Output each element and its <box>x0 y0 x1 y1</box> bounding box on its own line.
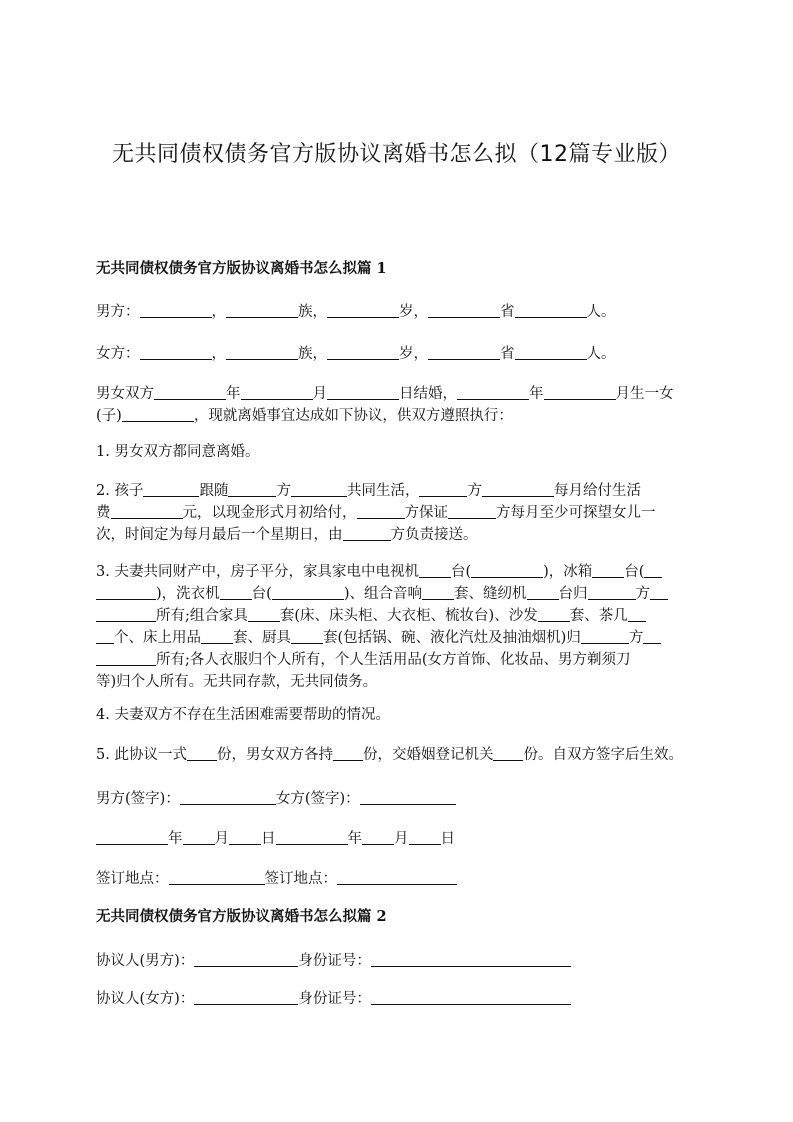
blank <box>544 385 616 400</box>
text: 所有;各人衣服归个人所有，个人生活用品(女方首饰、化妆品、男方剃须刀 <box>156 652 631 668</box>
item-4: 4. 夫妻双方不存在生活困难需要帮助的情况。 <box>96 707 390 723</box>
blank <box>628 607 646 622</box>
party-female-line <box>96 989 571 1009</box>
text: )、组合音响 <box>343 586 423 602</box>
date-line <box>96 829 455 849</box>
blank <box>169 870 265 885</box>
blank <box>527 585 559 600</box>
blank <box>482 482 554 497</box>
text: )，冰箱 <box>543 564 593 580</box>
page-title: 无共同债权债务官方版协议离婚书怎么拟（12篇专业版） <box>112 142 681 167</box>
blank <box>96 651 156 666</box>
text: 每月给付生活 <box>553 483 641 499</box>
label: 女方： <box>96 346 140 362</box>
text: 方保证 <box>404 505 448 521</box>
blank <box>248 607 280 622</box>
text: 签订地点： <box>96 871 169 887</box>
blank <box>229 830 261 845</box>
blank <box>228 482 276 497</box>
blank <box>419 482 467 497</box>
blank <box>111 504 183 519</box>
blank <box>471 563 543 578</box>
blank <box>140 345 212 360</box>
text: (子) <box>96 408 122 424</box>
text: 次，时间定为每月最后一个星期日，由 <box>96 527 343 543</box>
text: )，洗衣机 <box>156 586 220 602</box>
text: 费 <box>96 505 111 521</box>
label: 省 <box>500 346 515 362</box>
text: 男方(签字)： <box>96 791 180 807</box>
item-5 <box>96 745 683 765</box>
text: 台( <box>251 586 272 602</box>
text: 份。自双方签字后生效。 <box>523 747 683 763</box>
text: 方 <box>635 586 651 602</box>
text: 共同生活， <box>346 483 420 499</box>
text: 份，交婚姻登记机关 <box>362 747 494 763</box>
blank <box>493 746 523 761</box>
signature-line <box>96 789 456 809</box>
label: 岁， <box>399 346 428 362</box>
text: 元，以现金形式月初给付， <box>182 505 357 521</box>
marriage-paragraph <box>96 383 698 427</box>
blank <box>343 526 391 541</box>
blank <box>226 303 298 318</box>
text: 套(床、床头柜、大衣柜、梳妆台)、沙发 <box>279 608 538 624</box>
label: 族， <box>298 304 327 320</box>
text: 协议人(男方)： <box>96 953 195 969</box>
blank <box>419 563 451 578</box>
item-2 <box>96 480 698 546</box>
text: 所有;组合家具 <box>156 608 248 624</box>
blank <box>96 830 168 845</box>
text: 跟随 <box>199 483 229 499</box>
blank <box>194 990 298 1005</box>
label: 人。 <box>586 346 616 362</box>
party-male-line <box>96 951 571 971</box>
blank <box>592 563 624 578</box>
text: 台( <box>624 564 645 580</box>
blank <box>371 952 571 967</box>
blank <box>187 746 217 761</box>
text: 3. 夫妻共同财产中，房子平分，家具家电中电视机 <box>96 564 419 580</box>
text: 日 <box>261 831 276 847</box>
blank <box>357 504 405 519</box>
blank <box>96 585 156 600</box>
text: 年 <box>529 386 544 402</box>
text: 个、床上用品 <box>114 630 201 646</box>
blank <box>272 585 344 600</box>
text: 套、厨具 <box>233 630 291 646</box>
blank <box>220 585 252 600</box>
text: 5. 此协议一式 <box>96 747 187 763</box>
text: 女方(签字)： <box>275 791 360 807</box>
female-signature-blank[interactable] <box>360 790 456 805</box>
male-signature-blank[interactable] <box>180 790 276 805</box>
text: 月生一女 <box>615 386 674 402</box>
text: 方 <box>628 630 644 646</box>
text: 年 <box>347 831 362 847</box>
blank <box>154 385 226 400</box>
label: ， <box>211 346 226 362</box>
blank <box>588 585 636 600</box>
female-info-line <box>96 344 616 364</box>
blank <box>96 629 114 644</box>
blank <box>276 830 348 845</box>
blank <box>650 585 668 600</box>
label: 族， <box>298 346 327 362</box>
label: ， <box>211 304 226 320</box>
text: 年 <box>168 831 183 847</box>
blank <box>362 830 394 845</box>
text: 日 <box>440 831 455 847</box>
text: 等)归个人所有。无共同存款，无共同债务。 <box>96 674 378 690</box>
blank <box>333 746 363 761</box>
label: 人。 <box>586 304 616 320</box>
blank <box>241 385 313 400</box>
text: 份，男女双方各持 <box>216 747 333 763</box>
text: 方负责接送。 <box>390 527 478 543</box>
section-2-heading: 无共同债权债务官方版协议离婚书怎么拟篇 2 <box>96 908 387 925</box>
text: 年 <box>226 386 241 402</box>
blank <box>515 345 587 360</box>
text: 台归 <box>558 586 588 602</box>
label: 省 <box>500 304 515 320</box>
blank <box>581 629 629 644</box>
text: 方 <box>276 483 291 499</box>
blank <box>538 607 570 622</box>
text: 方 <box>467 483 482 499</box>
label: 岁， <box>399 304 428 320</box>
text: 日结婚， <box>399 386 457 402</box>
blank <box>201 629 233 644</box>
blank <box>96 607 156 622</box>
text: 月 <box>214 831 229 847</box>
blank <box>327 345 399 360</box>
blank <box>457 385 529 400</box>
blank <box>291 482 347 497</box>
section-1-heading: 无共同债权债务官方版协议离婚书怎么拟篇 1 <box>96 260 387 277</box>
blank <box>226 345 298 360</box>
blank <box>291 629 323 644</box>
text: 台( <box>450 564 472 580</box>
label: 男方： <box>96 304 140 320</box>
text: 签订地点： <box>264 871 337 887</box>
text: 方每月至少可探望女儿一 <box>496 505 656 521</box>
blank <box>428 303 500 318</box>
blank <box>337 870 457 885</box>
blank <box>194 952 298 967</box>
blank <box>644 563 662 578</box>
text: 协议人(女方)： <box>96 991 195 1007</box>
blank <box>327 385 399 400</box>
blank <box>183 830 215 845</box>
place-line <box>96 869 457 889</box>
blank <box>143 482 199 497</box>
blank <box>448 504 496 519</box>
blank <box>371 990 571 1005</box>
text: 2. 孩子 <box>96 483 144 499</box>
blank <box>643 629 661 644</box>
text: 身份证号： <box>298 991 371 1007</box>
text: 套、缝纫机 <box>454 586 527 602</box>
text: 套、茶几 <box>569 608 628 624</box>
blank <box>327 303 399 318</box>
blank <box>515 303 587 318</box>
blank <box>140 303 212 318</box>
blank <box>409 830 441 845</box>
blank <box>422 585 454 600</box>
text: 男女双方 <box>96 386 154 402</box>
male-info-line <box>96 302 616 322</box>
text: 套(包括锅、碗、液化汽灶及抽油烟机)归 <box>323 630 581 646</box>
text: 身份证号： <box>298 953 371 969</box>
blank <box>428 345 500 360</box>
item-3 <box>96 561 698 693</box>
text: 月 <box>394 831 409 847</box>
item-1: 1. 男女双方都同意离婚。 <box>96 444 260 460</box>
text: 月 <box>312 386 327 402</box>
text: ，现就离婚事宜达成如下协议，供双方遵照执行： <box>193 408 513 424</box>
blank <box>122 407 194 422</box>
